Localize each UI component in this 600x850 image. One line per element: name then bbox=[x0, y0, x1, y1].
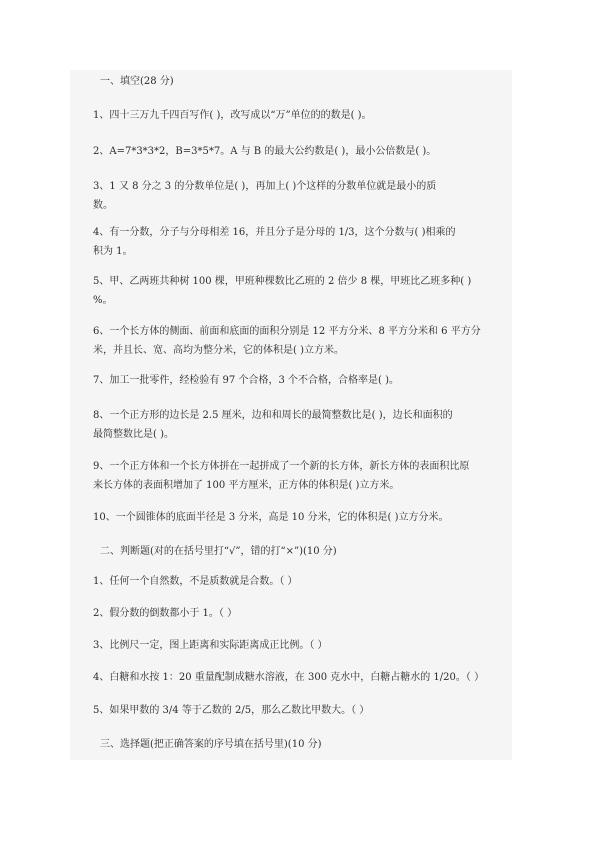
judge-question-4: 4、白糖和水按 1：20 重量配制成糖水溶液，在 300 克水中，白糖占糖水的 1/20。（ ） bbox=[93, 672, 485, 683]
question-5-continued: %。 bbox=[93, 295, 113, 306]
judge-question-5: 5、如果甲数的 3/4 等于乙数的 2/5，那么乙数比甲数大。（ ） bbox=[93, 705, 370, 716]
question-6-continued: 米，并且长、宽、高均为整分米，它的体积是( )立方米。 bbox=[93, 345, 344, 356]
section-1-heading: 一、填空(28 分) bbox=[100, 76, 174, 87]
question-5: 5、甲、乙两班共种树 100 棵，甲班种棵数比乙班的 2 倍少 8 棵，甲班比乙班多种( ) bbox=[93, 276, 472, 287]
question-8-continued: 最简整数比是( )。 bbox=[93, 429, 174, 440]
question-10: 10、一个圆锥体的底面半径是 3 分米，高是 10 分米，它的体积是( )立方分米。 bbox=[93, 512, 449, 523]
question-4: 4、有一分数，分子与分母相差 16，并且分子是分母的 1/3，这个分数与( )相乘的 bbox=[93, 227, 456, 238]
question-6: 6、一个长方体的侧面、前面和底面的面积分别是 12 平方分米、8 平方分米和 6 平方分 bbox=[93, 326, 481, 337]
question-3: 3、1 又 8 分之 3 的分数单位是( )，再加上( )个这样的分数单位就是最小的质 bbox=[93, 181, 437, 192]
question-2: 2、A=7*3*3*2，B=3*5*7。A 与 B 的最大公约数是( )，最小公倍数是( )。 bbox=[93, 146, 437, 157]
question-9: 9、一个正方体和一个长方体拼在一起拼成了一个新的长方体，新长方体的表面积比原 bbox=[93, 461, 470, 472]
question-9-continued: 来长方体的表面积增加了 100 平方厘米，正方体的体积是( )立方米。 bbox=[93, 480, 400, 491]
question-1: 1、四十三万九千四百写作( )，改写成以“万”单位的的数是( )。 bbox=[93, 110, 372, 121]
judge-question-3: 3、比例尺一定，图上距离和实际距离成正比例。（ ） bbox=[93, 640, 328, 651]
question-8: 8、一个正方形的边长是 2.5 厘米，边和和周长的最简整数比是( )，边长和面积的 bbox=[93, 410, 453, 421]
judge-question-2: 2、假分数的倒数都小于 1。（ ） bbox=[93, 608, 238, 619]
judge-question-1: 1、任何一个自然数，不是质数就是合数。（ ） bbox=[93, 576, 298, 587]
question-7: 7、加工一批零件，经检验有 97 个合格，3 个不合格，合格率是( )。 bbox=[93, 375, 399, 386]
section-2-heading: 二、判断题(对的在括号里打“√”，错的打“×”)(10 分) bbox=[100, 546, 337, 557]
question-3-continued: 数。 bbox=[93, 200, 113, 211]
section-3-heading: 三、选择题(把正确答案的序号填在括号里)(10 分) bbox=[100, 739, 322, 750]
question-4-continued: 积为 1。 bbox=[93, 246, 133, 257]
